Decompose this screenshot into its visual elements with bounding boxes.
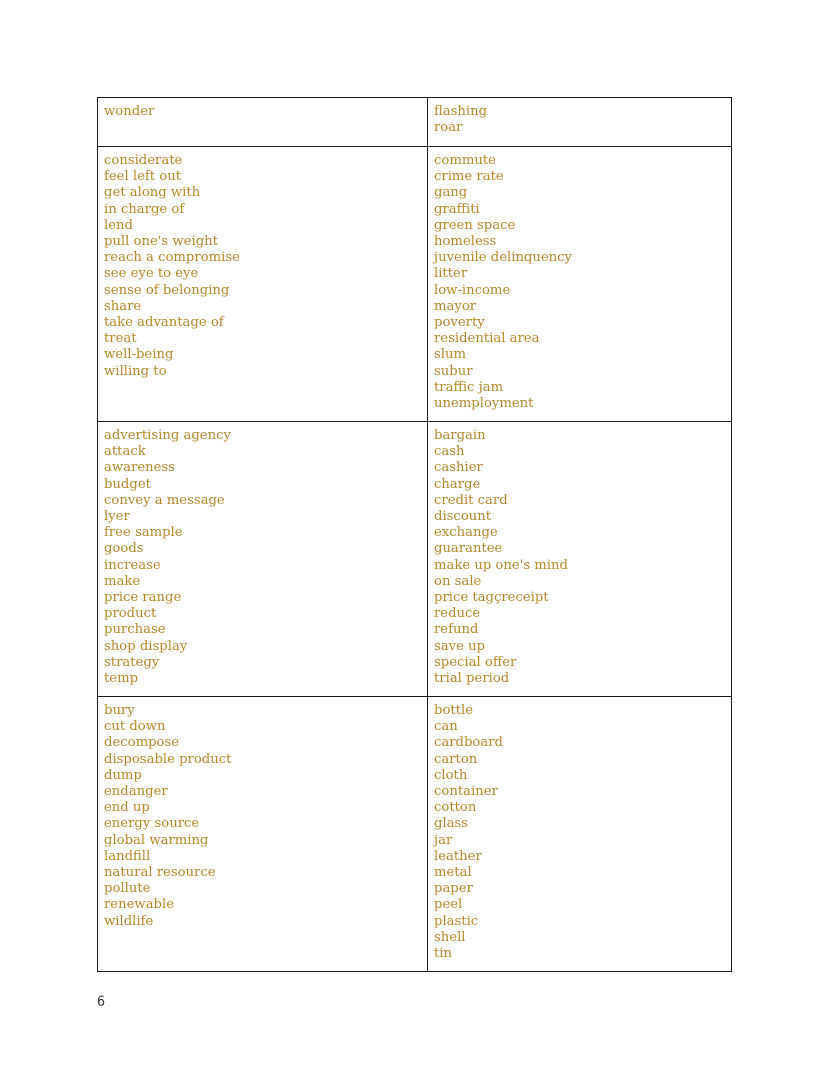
vocabulary-word: attack — [104, 444, 146, 460]
vocabulary-word: slum — [434, 347, 466, 363]
vocabulary-word: price range — [104, 590, 182, 606]
vocabulary-word: considerate — [104, 153, 183, 168]
vocabulary-word: bury — [104, 703, 135, 718]
vocabulary-word: sense of belonging — [104, 282, 230, 298]
table-cell-right — [428, 147, 732, 422]
vocabulary-word: make — [104, 573, 141, 589]
table-row — [98, 697, 732, 972]
vocabulary-word: graffiti — [434, 201, 480, 217]
vocabulary-word: make up one's mind — [434, 557, 568, 573]
table-row — [98, 422, 732, 697]
vocabulary-word: low-income — [434, 282, 511, 298]
vocabulary-word: paper — [434, 881, 473, 897]
vocabulary-word: lyer — [104, 509, 130, 525]
vocabulary-word: litter — [434, 266, 468, 282]
vocabulary-word: unemployment — [434, 396, 534, 412]
vocabulary-word: crime rate — [434, 169, 504, 185]
vocabulary-word: dump — [104, 767, 142, 783]
vocabulary-word: increase — [104, 557, 161, 573]
vocabulary-word: tin — [434, 946, 453, 962]
vocabulary-word: cashier — [434, 460, 483, 476]
vocabulary-word: well-being — [104, 347, 174, 363]
page-number: 6 — [97, 994, 106, 1010]
table-cell-left — [98, 147, 428, 422]
vocabulary-word: cash — [434, 444, 465, 460]
vocabulary-word: gang — [434, 185, 468, 201]
vocabulary-word: subur — [434, 363, 473, 379]
vocabulary-word: bottle — [434, 703, 474, 718]
vocabulary-word: peel — [434, 897, 463, 913]
vocabulary-word: residential area — [434, 331, 540, 347]
vocabulary-word: guarantee — [434, 541, 503, 557]
vocabulary-word: charge — [434, 476, 481, 492]
vocabulary-word: natural resource — [104, 865, 216, 881]
vocabulary-word: wonder — [104, 104, 155, 119]
vocabulary-word: decompose — [104, 735, 180, 751]
vocabulary-word: mayor — [434, 298, 477, 314]
vocabulary-word: shell — [434, 929, 466, 945]
vocabulary-word: reach a compromise — [104, 250, 240, 266]
vocabulary-word: trial period — [434, 671, 510, 687]
vocabulary-word: see eye to eye — [104, 266, 199, 282]
vocabulary-word: pollute — [104, 881, 151, 897]
vocabulary-word: discount — [434, 509, 492, 525]
vocabulary-word: cardboard — [434, 735, 503, 751]
vocabulary-word: share — [104, 298, 142, 314]
vocabulary-word: end up — [104, 800, 150, 816]
vocabulary-word: get along with — [104, 185, 201, 201]
vocabulary-word: homeless — [434, 234, 497, 250]
vocabulary-word: energy source — [104, 816, 200, 832]
vocabulary-word: poverty — [434, 315, 485, 331]
vocabulary-word: metal — [434, 865, 472, 881]
vocabulary-word: leather — [434, 848, 482, 864]
vocabulary-word: budget — [104, 476, 151, 492]
vocabulary-word: can — [434, 719, 458, 735]
vocabulary-word: commute — [434, 153, 496, 168]
vocabulary-word: bargain — [434, 428, 486, 443]
vocabulary-word: goods — [104, 541, 144, 557]
vocabulary-word: disposable product — [104, 751, 232, 767]
vocabulary-word: cut down — [104, 719, 166, 735]
table-cell-right — [428, 697, 732, 972]
vocabulary-word: lend — [104, 217, 133, 233]
vocabulary-word: awareness — [104, 460, 175, 476]
vocabulary-word: juvenile delinquency — [434, 250, 573, 266]
vocabulary-word: willing to — [104, 363, 167, 379]
vocabulary-word: pull one's weight — [104, 234, 218, 250]
vocabulary-word: save up — [434, 638, 486, 654]
table-cell-left — [98, 422, 428, 697]
vocabulary-word: take advantage of — [104, 315, 224, 331]
table-cell-right — [428, 422, 732, 697]
vocabulary-word: carton — [434, 751, 478, 767]
vocabulary-word: glass — [434, 816, 469, 832]
vocabulary-word: endanger — [104, 784, 168, 800]
table-cell-left — [98, 697, 428, 972]
vocabulary-word: price tagçreceipt — [434, 590, 549, 606]
vocabulary-word: cotton — [434, 800, 477, 816]
vocabulary-word: exchange — [434, 525, 498, 541]
vocabulary-word: free sample — [104, 525, 183, 541]
vocabulary-word: reduce — [434, 606, 481, 622]
table-row — [98, 98, 732, 147]
vocabulary-word: refund — [434, 622, 479, 638]
vocabulary-word: renewable — [104, 897, 175, 913]
vocabulary-word: feel left out — [104, 169, 182, 185]
vocabulary-word: plastic — [434, 913, 479, 929]
table-cell-left — [98, 98, 428, 147]
vocabulary-table — [97, 97, 732, 972]
vocabulary-word: wildlife — [104, 913, 154, 929]
vocabulary-word: purchase — [104, 622, 166, 638]
vocabulary-word: traffic jam — [434, 379, 504, 395]
vocabulary-word: landfill — [104, 848, 151, 864]
vocabulary-word: temp — [104, 671, 139, 687]
vocabulary-word: container — [434, 784, 498, 800]
vocabulary-word: convey a message — [104, 492, 225, 508]
vocabulary-word: in charge of — [104, 201, 185, 217]
vocabulary-word: flashing — [434, 104, 488, 119]
vocabulary-word: advertising agency — [104, 428, 231, 443]
vocabulary-word: product — [104, 606, 157, 622]
vocabulary-word: treat — [104, 331, 137, 347]
vocabulary-word: shop display — [104, 638, 188, 654]
vocabulary-word: cloth — [434, 767, 468, 783]
vocabulary-word: roar — [434, 120, 463, 136]
vocabulary-word: jar — [434, 832, 453, 848]
table-row — [98, 147, 732, 422]
vocabulary-word: strategy — [104, 654, 160, 670]
vocabulary-word: special offer — [434, 654, 517, 670]
vocabulary-word: credit card — [434, 492, 508, 508]
vocabulary-word: global warming — [104, 832, 209, 848]
vocabulary-word: on sale — [434, 573, 482, 589]
table-cell-right — [428, 98, 732, 147]
vocabulary-word: green space — [434, 217, 516, 233]
